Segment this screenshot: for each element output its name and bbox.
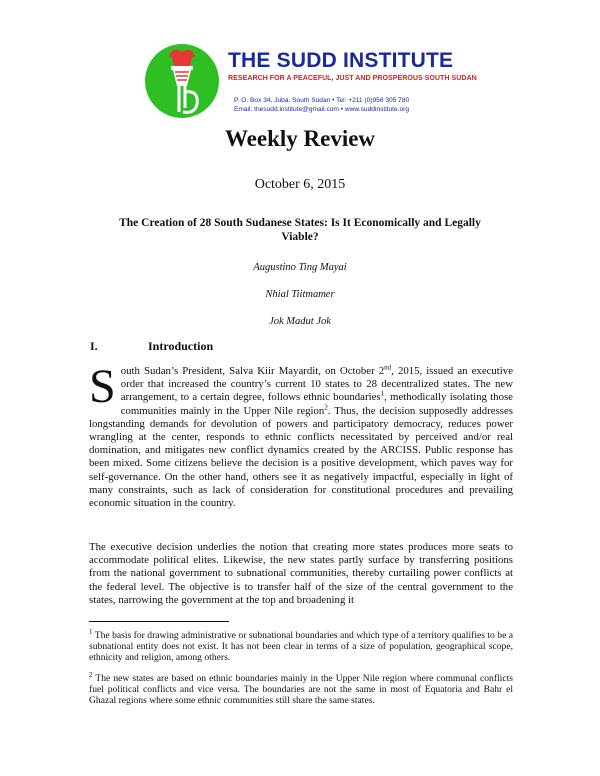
org-contact: Email: thesudd.institute@gmail.com • www.suddinstitute.org [234, 106, 410, 113]
series-title: Weekly Review [224, 126, 376, 151]
footnote-1: $^1$ The basis for drawing administrative or subnational boundaries and which type of a territory qualifies to be a subnational entity does not exist. It has not been clear in terms of a size of population, geographical scope, ethnicity and religion, among others. [89, 627, 513, 664]
footnote-ref-2[interactable]: 2 [324, 403, 328, 412]
section-heading [90, 339, 213, 354]
org-address: P. O. Box 34, Juba, South Sudan • Tel: +211 (0)956 305 780 [234, 97, 410, 104]
author-2: Nhial Tiitmamer [265, 289, 335, 300]
drop-cap: S [89, 360, 116, 413]
body-paragraph-2: The executive decision underlies the notion that creating more states produces more seats to accommodate political elites. Likewise, the new states partly surface by transferring positions from the national government to subnational communities, thereby curtailing power conflicts at the federal level. The objective is to transfer half of the size of the central government to the states, narrowing the government at the top and broadening it [89, 541, 513, 606]
author-1: Augustino Ting Mayai [253, 262, 347, 273]
author-3: Jok Madut Jok [269, 316, 331, 327]
footnote-2: $^2$ The new states are based on ethnic boundaries mainly in the Upper Nile region where communal conflicts fuel political conflicts and vice versa. The boundaries are not the same in most of Equatoria and Bahr el Ghazal regions where some ethnic communities still share the same states. [89, 670, 513, 707]
org-tagline: RESEARCH FOR A PEACEFUL, JUST AND PROSPEROUS SOUTH SUDAN [228, 74, 477, 82]
section-title: Introduction [148, 339, 214, 353]
footnote-divider [89, 621, 229, 622]
torch-emblem-icon [143, 42, 221, 120]
letterhead [228, 50, 588, 82]
publication-date: October 6, 2015 [254, 177, 346, 192]
footnote-ref-1[interactable]: 1 [380, 389, 385, 398]
org-contact-block [234, 96, 409, 114]
article-title: The Creation of 28 South Sudanese States: Is It Economically and Legally Viable? [119, 217, 481, 243]
body-paragraph-1: South Sudan’s President, Salva Kiir Mayardit, on October 2nd, 2015, issued an executive order that increased the country’s current 10 states to 28 decentralized states. The new arrangement, to a certain degree, follows ethnic boundaries$^1$, methodically isolating those communities mainly in the Upper Nile region$^2$. Thus, the decision supposedly addresses longstanding demands for devolution of powers and participatory democracy, reduces power wrangling at the center, responds to ethnic conflicts necessitated by perceived and/or real domination, and mitigates new conflict dynamics created by the ARCISS. Public response has been mixed. Some citizens believe the decision is a positive development, which paves way for self-governance. On the other hand, others see it as negatively impactful, especially in light of many constraints, such as lack of consideration for constitutional procedures and prevailing economic situation in the country. [89, 360, 513, 510]
section-number: I. [90, 339, 98, 353]
org-name: THE SUDD INSTITUTE [228, 49, 454, 72]
